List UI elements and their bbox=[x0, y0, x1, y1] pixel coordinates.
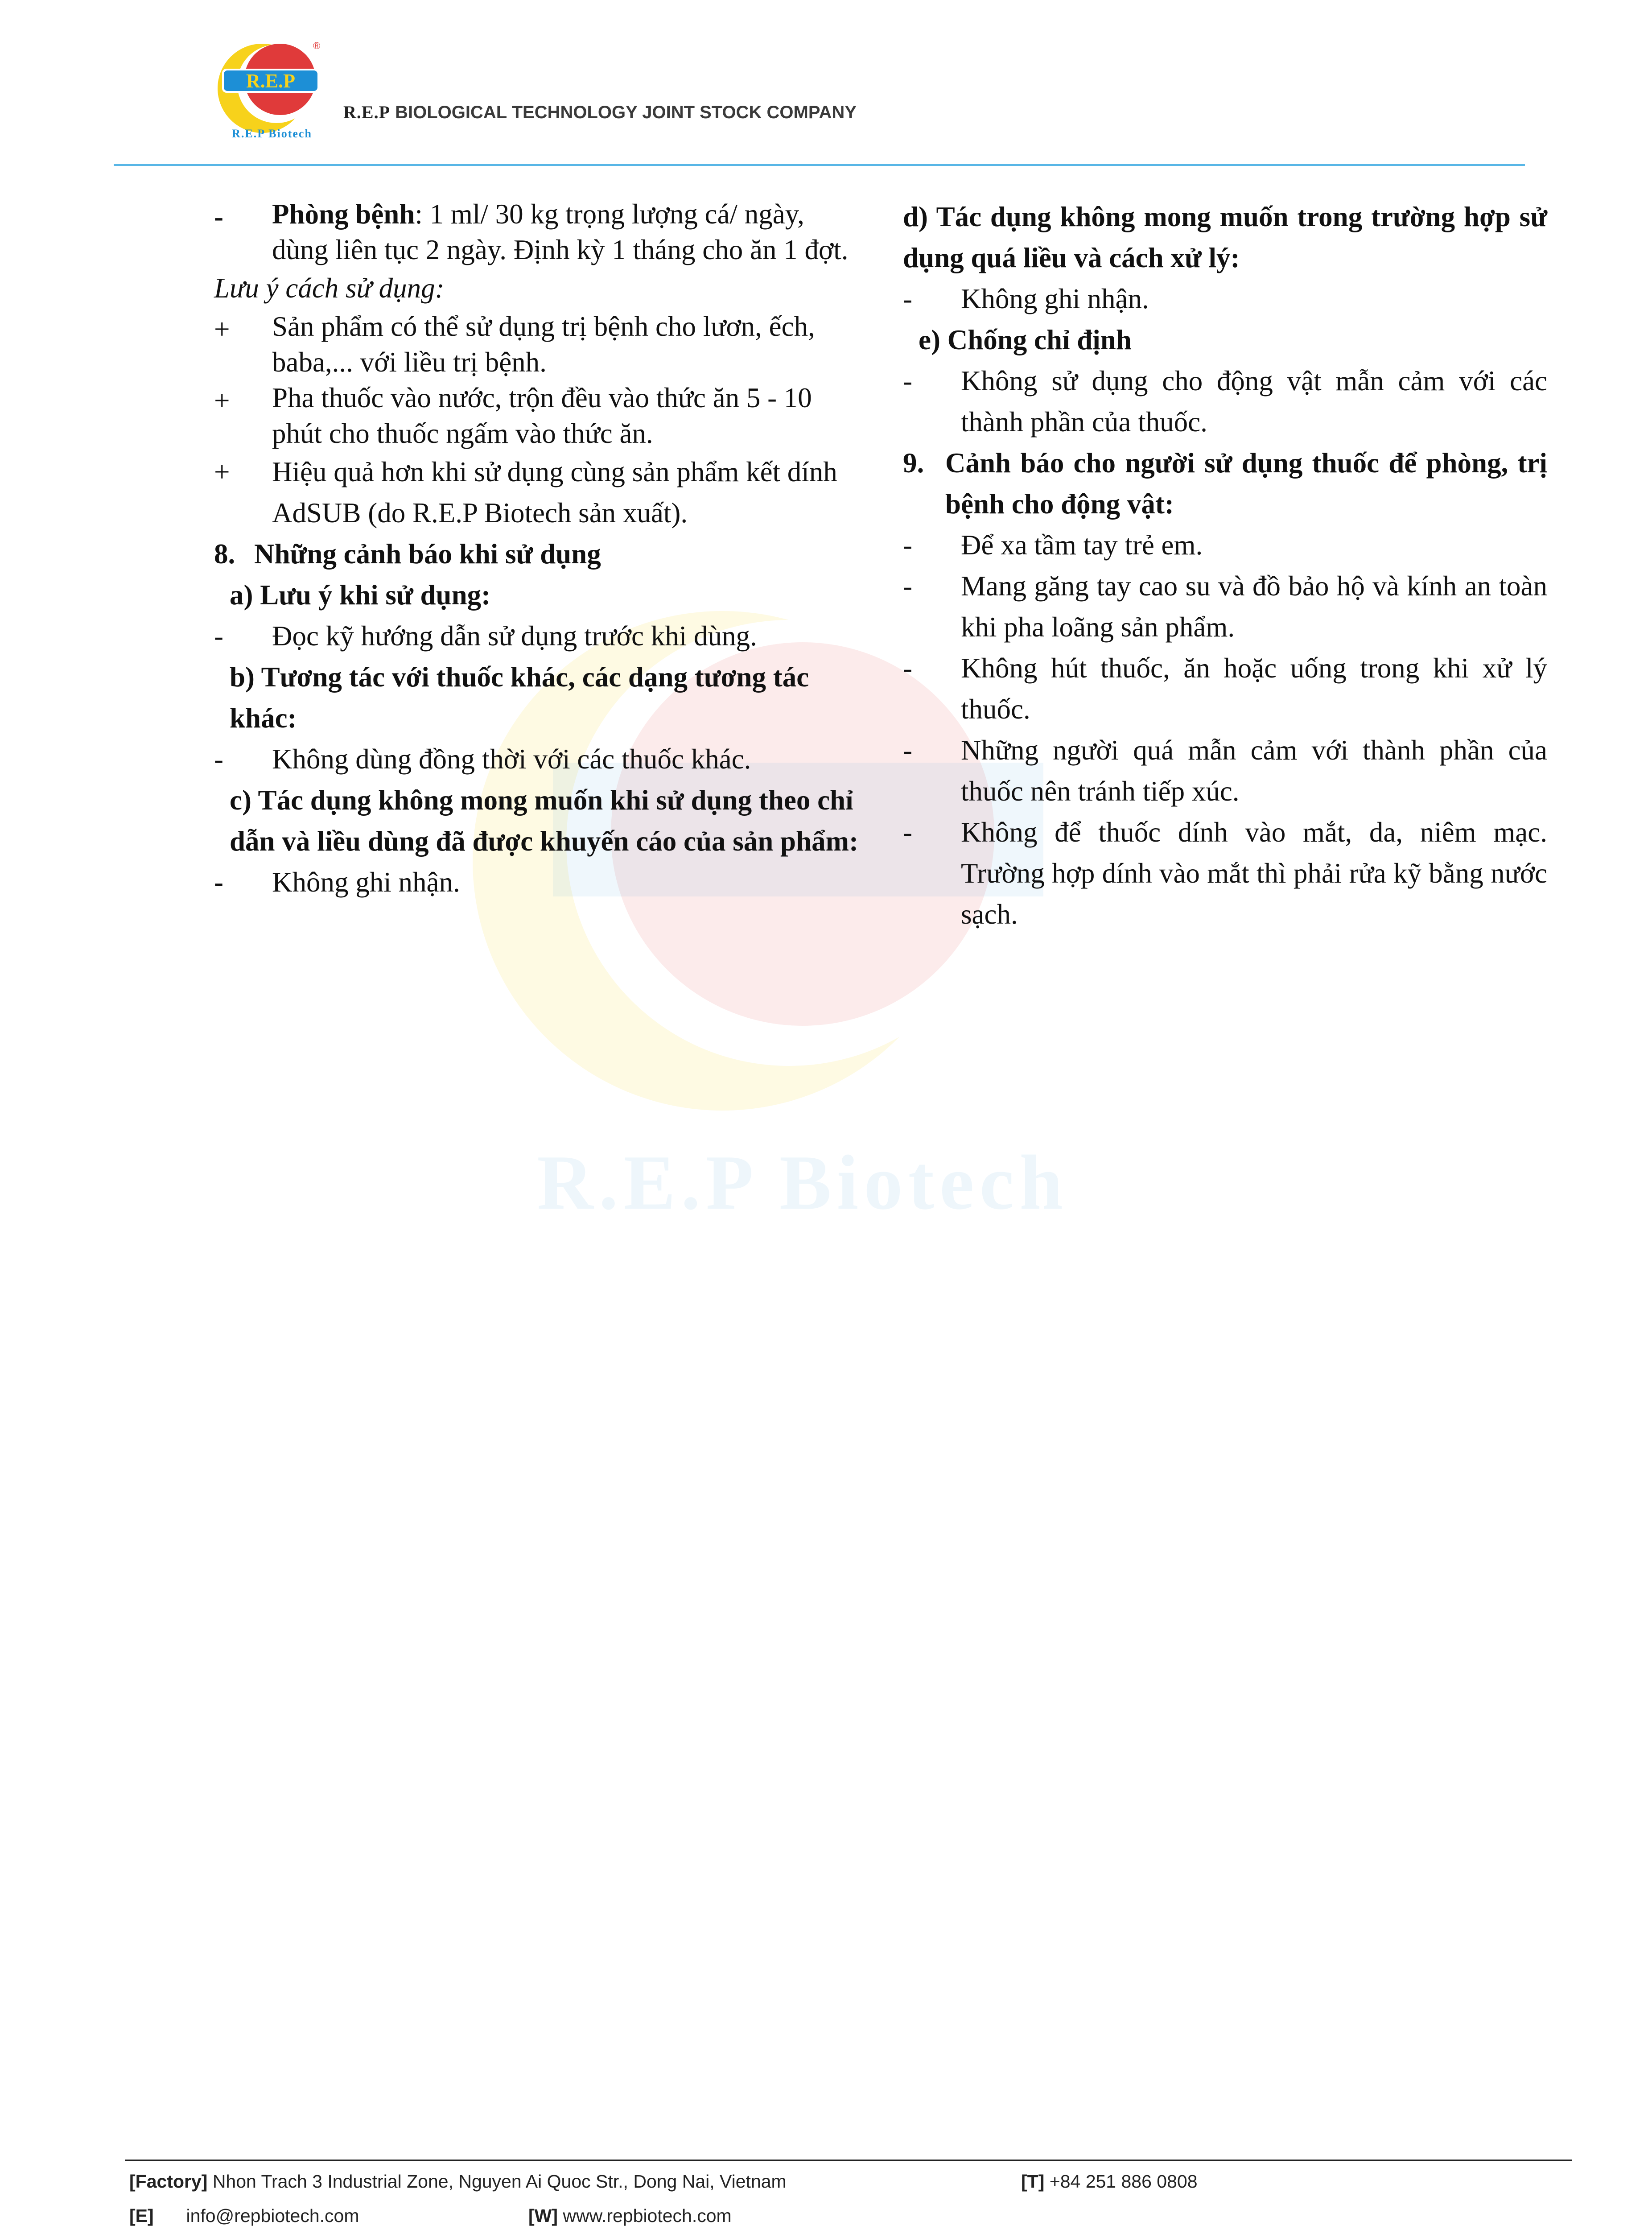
bullet: - bbox=[903, 570, 912, 602]
company-brand: R.E.P bbox=[343, 102, 390, 122]
item-text: Không dùng đồng thời với các thuốc khác. bbox=[272, 743, 751, 775]
item-text: Không hút thuốc, ăn hoặc uống trong khi xử lý thuốc. bbox=[961, 652, 1547, 725]
footer-web bbox=[528, 2205, 732, 2226]
header-divider bbox=[114, 164, 1525, 166]
list-item bbox=[214, 309, 865, 380]
bullet: - bbox=[903, 817, 912, 848]
company-logo bbox=[210, 31, 330, 147]
bullet: - bbox=[903, 365, 912, 396]
svg-text:®: ® bbox=[313, 40, 321, 51]
factory-address: Nhon Trach 3 Industrial Zone, Nguyen Ai Quoc Str., Dong Nai, Vietnam bbox=[212, 2171, 787, 2192]
svg-text:R.E.P: R.E.P bbox=[246, 70, 295, 92]
svg-text:R.E.P Biotech: R.E.P Biotech bbox=[232, 127, 312, 140]
bullet: - bbox=[214, 201, 223, 232]
subsection-d-heading: d) Tác dụng không mong muốn trong trường hợp sử dụng quá liều và cách xử lý: bbox=[903, 201, 1547, 273]
section-number: 8. bbox=[214, 538, 235, 570]
list-item bbox=[903, 566, 1547, 648]
item-text: Không ghi nhận. bbox=[961, 283, 1149, 314]
bullet: - bbox=[903, 529, 912, 561]
list-item bbox=[214, 739, 865, 780]
footer-phone bbox=[1021, 2171, 1198, 2192]
section-9-heading bbox=[903, 442, 1547, 524]
item-text: Không để thuốc dính vào mắt, da, niêm mạc. Trường hợp dính vào mắt thì phải rửa kỹ bằng nước sạch. bbox=[961, 817, 1547, 930]
bullet: - bbox=[903, 283, 912, 314]
bullet: + bbox=[214, 314, 230, 345]
section-title: Cảnh báo cho người sử dụng thuốc để phòng, trị bệnh cho động vật: bbox=[945, 447, 1547, 520]
bullet: + bbox=[214, 456, 230, 487]
item-text: Không ghi nhận. bbox=[272, 867, 460, 898]
company-name bbox=[343, 102, 857, 123]
list-item bbox=[214, 862, 865, 903]
list-item bbox=[903, 524, 1547, 566]
web-link[interactable]: www.repbiotech.com bbox=[563, 2205, 732, 2226]
list-item bbox=[903, 648, 1547, 730]
footer-divider bbox=[125, 2160, 1572, 2161]
bullet: - bbox=[214, 743, 223, 775]
bullet: - bbox=[903, 652, 912, 684]
prevention-text: : 1 ml/ 30 kg trọng lượng cá/ ngày, dùng liên tục 2 ngày. Định kỳ 1 tháng cho ăn 1 đợt. bbox=[272, 198, 849, 265]
item-text: Đọc kỹ hướng dẫn sử dụng trước khi dùng. bbox=[272, 620, 757, 652]
list-item bbox=[903, 278, 1547, 319]
item-text: Những người quá mẫn cảm với thành phần của thuốc nên tránh tiếp xúc. bbox=[961, 735, 1547, 807]
web-label: [W] bbox=[528, 2205, 558, 2226]
list-item bbox=[214, 380, 865, 451]
bullet: + bbox=[214, 385, 230, 416]
email-label: [E] bbox=[129, 2205, 154, 2226]
section-number: 9. bbox=[903, 447, 924, 479]
usage-note-text: Pha thuốc vào nước, trộn đều vào thức ăn 5 - 10 phút cho thuốc ngấm vào thức ăn. bbox=[272, 382, 812, 449]
subsection-a-heading: a) Lưu ý khi sử dụng: bbox=[230, 579, 491, 611]
phone-label: [T] bbox=[1021, 2171, 1045, 2192]
section-8-heading bbox=[214, 533, 865, 574]
phone-number: +84 251 886 0808 bbox=[1049, 2171, 1198, 2192]
list-item bbox=[214, 451, 865, 533]
usage-note-title: Lưu ý cách sử dụng: bbox=[214, 273, 445, 304]
item-text: Để xa tầm tay trẻ em. bbox=[961, 529, 1203, 561]
footer-email bbox=[129, 2205, 359, 2226]
bullet: - bbox=[214, 620, 223, 652]
left-column bbox=[214, 196, 865, 903]
usage-note-text: Sản phẩm có thể sử dụng trị bệnh cho lươn, ếch, baba,... với liều trị bệnh. bbox=[272, 311, 815, 378]
footer-factory bbox=[129, 2171, 787, 2192]
factory-label: [Factory] bbox=[129, 2171, 208, 2192]
email-link[interactable]: info@repbiotech.com bbox=[186, 2205, 359, 2226]
item-text: Không sử dụng cho động vật mẫn cảm với các thành phần của thuốc. bbox=[961, 365, 1547, 438]
subsection-b-heading: b) Tương tác với thuốc khác, các dạng tương tác khác: bbox=[230, 661, 809, 734]
section-title: Những cảnh báo khi sử dụng bbox=[254, 538, 601, 570]
list-item bbox=[903, 730, 1547, 812]
list-item bbox=[903, 360, 1547, 442]
prevention-item bbox=[214, 196, 865, 268]
bullet: - bbox=[214, 867, 223, 898]
subsection-c-heading: c) Tác dụng không mong muốn khi sử dụng theo chỉ dẫn và liều dùng đã được khuyến cáo của sản phẩm: bbox=[230, 785, 859, 857]
right-column bbox=[903, 196, 1547, 935]
list-item bbox=[214, 615, 865, 657]
bullet: - bbox=[903, 735, 912, 766]
company-name-rest: BIOLOGICAL TECHNOLOGY JOINT STOCK COMPANY bbox=[390, 103, 857, 122]
usage-note-text: Hiệu quả hơn khi sử dụng cùng sản phẩm kết dính AdSUB (do R.E.P Biotech sản xuất). bbox=[272, 456, 837, 529]
svg-text:R.E.P Biotech: R.E.P Biotech bbox=[537, 1139, 1068, 1226]
list-item bbox=[903, 812, 1547, 935]
prevention-label: Phòng bệnh bbox=[272, 198, 415, 230]
item-text: Mang găng tay cao su và đồ bảo hộ và kính an toàn khi pha loãng sản phẩm. bbox=[961, 570, 1547, 643]
subsection-e-heading: e) Chống chỉ định bbox=[919, 324, 1132, 355]
